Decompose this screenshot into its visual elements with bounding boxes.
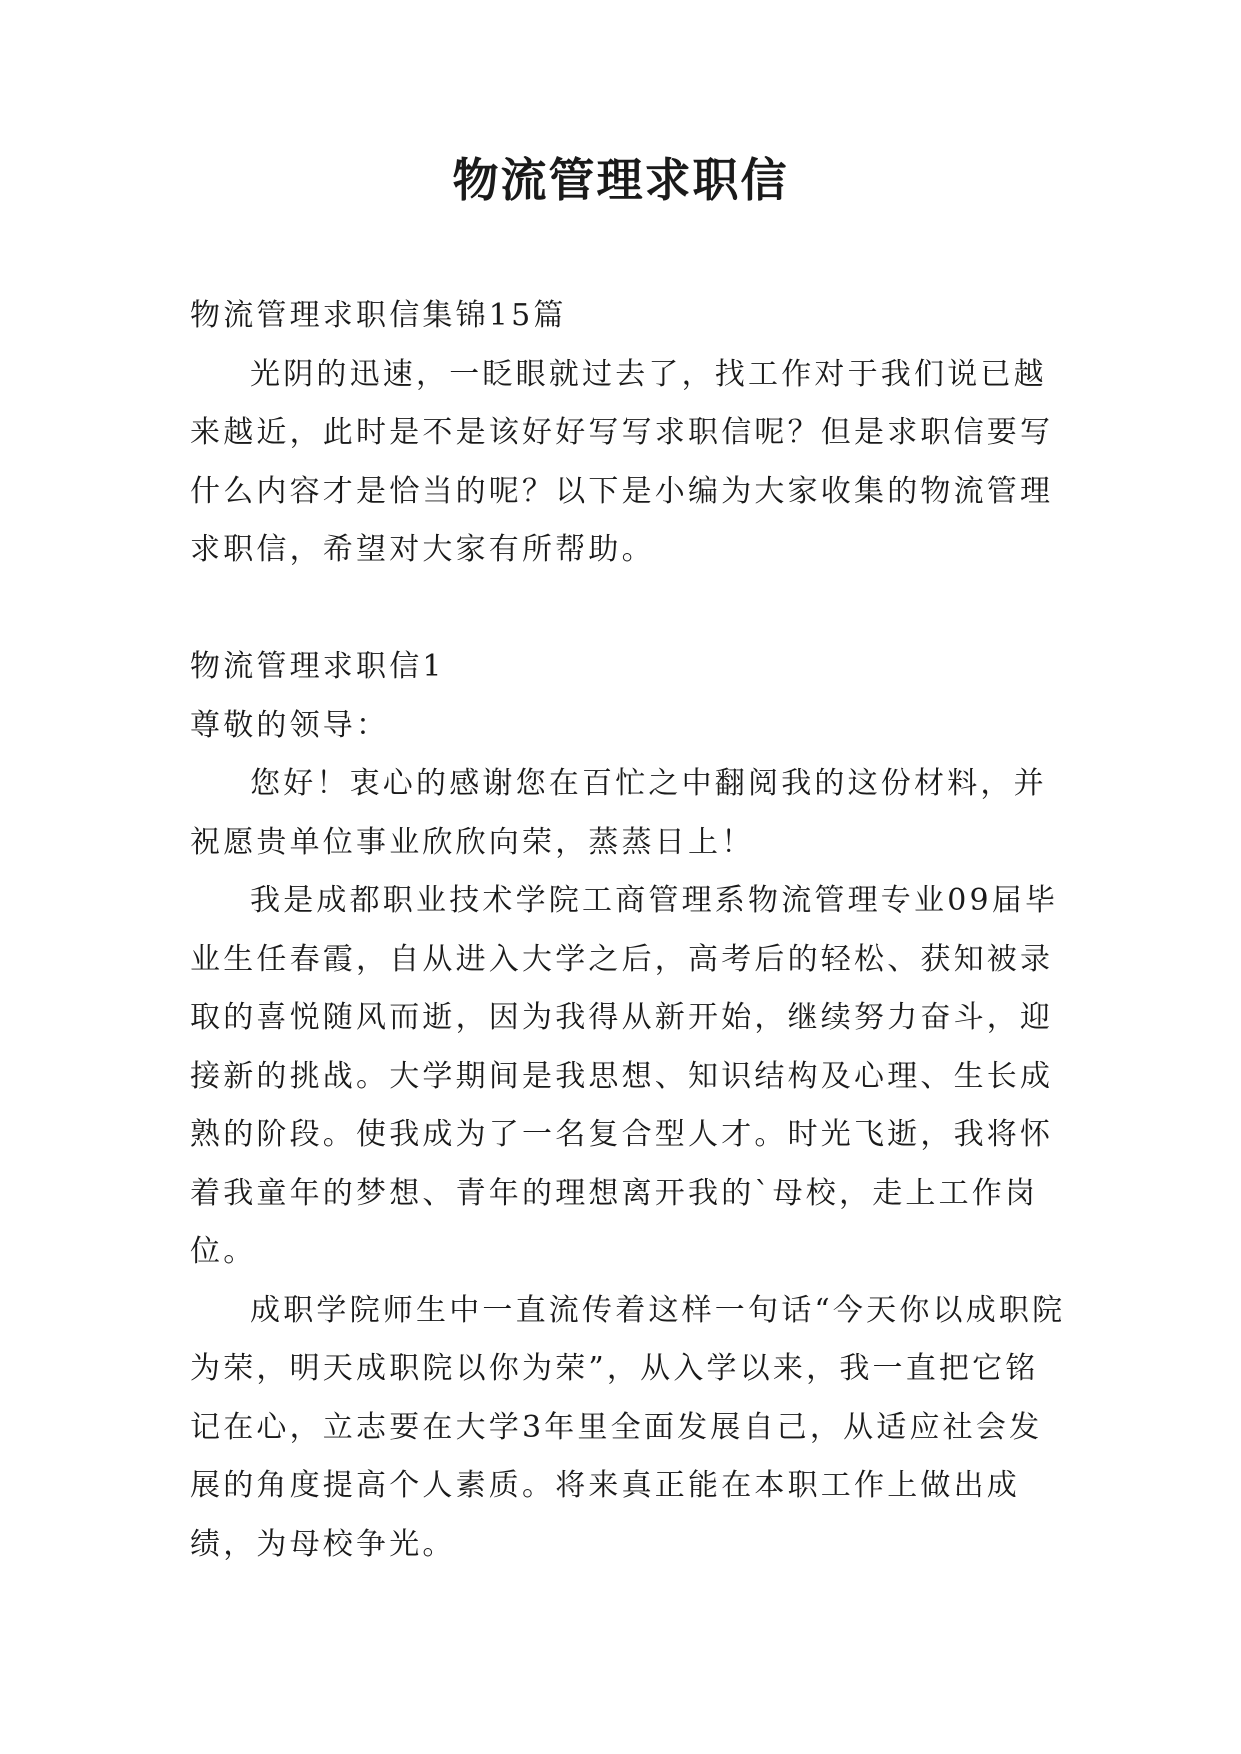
body-paragraph-greeting: 您好！衷心的感谢您在百忙之中翻阅我的这份材料，并祝愿贵单位事业欣欣向荣，蒸蒸日上！ <box>190 766 1047 860</box>
document-body <box>190 287 1070 1574</box>
section-heading: 物流管理求职信1 <box>190 649 445 684</box>
subtitle-line: 物流管理求职信集锦15篇 <box>190 298 567 333</box>
body-paragraph-background: 我是成都职业技术学院工商管理系物流管理专业09届毕业生任春霞，自从进入大学之后，高考后的轻松、获知被录取的喜悦随风而逝，因为我得从新开始，继续努力奋斗，迎接新的挑战。大学期间是我思想、知识结构及心理、生长成熟的阶段。使我成为了一名复合型人才。时光飞逝，我将怀着我童年的梦想、青年的理想离开我的`母校，走上工作岗位。 <box>190 883 1059 1269</box>
document-title: 物流管理求职信 <box>452 153 789 207</box>
intro-paragraph: 光阴的迅速，一眨眼就过去了，找工作对于我们说已越来越近，此时是不是该好好写写求职信呢？但是求职信要写什么内容才是恰当的呢？以下是小编为大家收集的物流管理求职信，希望对大家有所帮助。 <box>190 356 1054 567</box>
body-paragraph-motto: 成职学院师生中一直流传着这样一句话“今天你以成职院为荣，明天成职院以你为荣”，从入学以来，我一直把它铭记在心，立志要在大学3年里全面发展自己，从适应社会发展的角度提高个人素质。将来真正能在本职工作上做出成绩，为母校争光。 <box>190 1292 1066 1562</box>
salutation: 尊敬的领导： <box>190 707 390 743</box>
